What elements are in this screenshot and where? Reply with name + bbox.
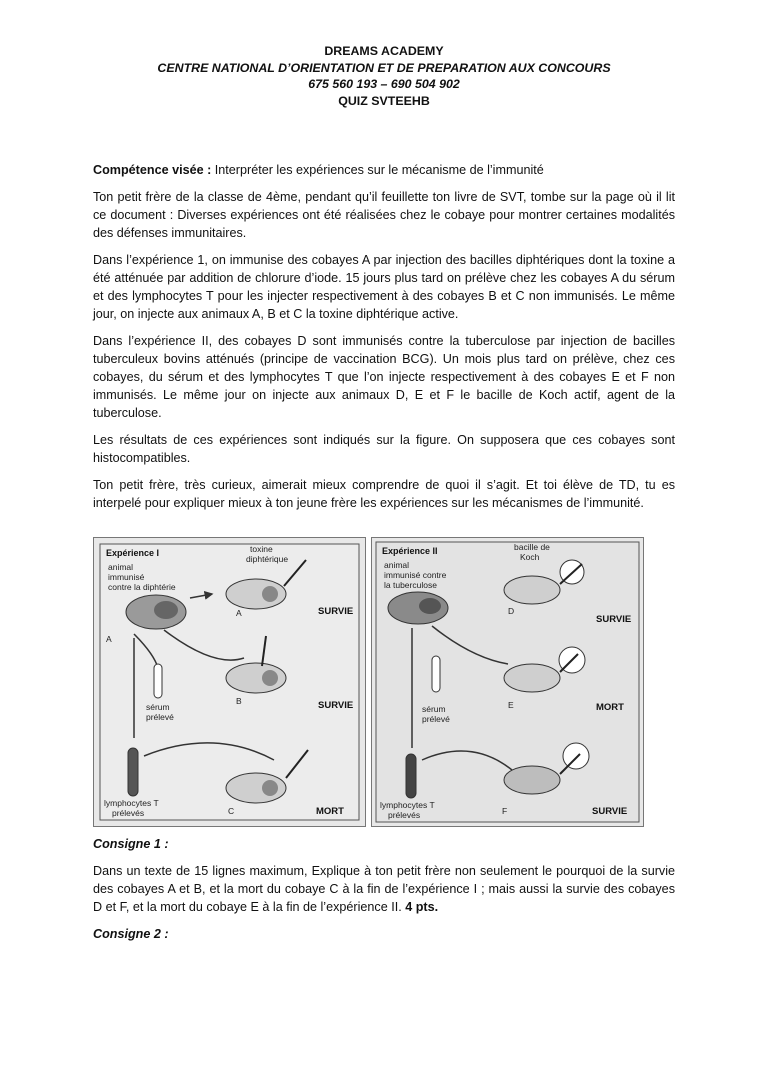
bacille-culture-icon: [563, 743, 589, 769]
exp2-lympho-label-2: prélevés: [388, 810, 421, 820]
exp2-result-f: SURVIE: [592, 806, 628, 817]
figure-experience-2: [371, 537, 644, 827]
competence-line: [93, 161, 675, 179]
exp1-toxin-label-2: diphtérique: [246, 554, 289, 564]
guinea-pig-d: [504, 576, 560, 604]
exp1-lympho-label-1: lymphocytes T: [104, 798, 159, 808]
experience-1-diagram: [94, 538, 365, 826]
exp2-serum-label-2: prélevé: [422, 714, 450, 724]
exp1-letter-c: C: [228, 806, 235, 816]
exp1-serum-label-2: prélevé: [146, 712, 174, 722]
paragraph-results: Les résultats de ces expériences sont indiqués sur la figure. On supposera que ces cobayes sont histocompatibles.: [93, 433, 675, 465]
consigne-2-title: Consigne 2 :: [93, 927, 169, 941]
exp1-letter-b: B: [236, 696, 242, 706]
header-quiz-title: QUIZ SVTEEHB: [338, 93, 430, 108]
exp2-result-d: SURVIE: [596, 614, 632, 625]
exp2-lympho-label-1: lymphocytes T: [380, 800, 435, 810]
instructions: [93, 835, 675, 952]
exp2-animal-label-3: la tuberculose: [384, 580, 437, 590]
exp1-letter-a2: A: [236, 608, 242, 618]
figure-experience-1: [93, 537, 366, 827]
exp2-bacille-label-1: bacille de: [514, 542, 550, 552]
exp1-result-a: SURVIE: [318, 606, 354, 617]
exp2-serum-label-1: sérum: [422, 704, 446, 714]
exp2-animal-label-1: animal: [384, 560, 410, 570]
exp1-animal-label-3: contre la diphtérie: [108, 582, 176, 592]
exp2-letter-d: D: [508, 606, 515, 616]
exp1-lympho-label-2: prélevés: [112, 808, 145, 818]
header-academy: DREAMS ACADEMY: [324, 44, 444, 58]
header-centre: CENTRE NATIONAL D’ORIENTATION ET DE PREPARATION AUX CONCOURS: [157, 60, 611, 75]
paragraph-experience-2: Dans l’expérience II, des cobayes D sont immunisés contre la tuberculose par injection de bacilles tuberculeux bovins atténués (principe de vaccination BCG). Un mois plus tard on prélève, chez ces cobayes, du sérum et des lymphocytes T que l’on injecte respectivement à des cobayes E et F non immunisés. Le même jour on injecte aux animaux D, E et F le bacille de Koch actif, agent de la tuberculose.: [93, 334, 675, 420]
intro-text: [93, 161, 675, 521]
consigne-1-text: [93, 862, 675, 916]
serum-tube: [432, 656, 440, 692]
exp1-title: Expérience I: [106, 548, 160, 558]
consigne-1-points: 4 pts.: [405, 900, 439, 914]
paragraph-context: Ton petit frère de la classe de 4ème, pendant qu’il feuillette ton livre de SVT, tombe sur la page où il lit ce document : Diverses expériences ont été réalisées chez le cobaye pour montrer certaines modalités des défenses immunitaires.: [93, 190, 675, 240]
experience-2-diagram: [372, 538, 643, 826]
exp2-letter-e: E: [508, 700, 514, 710]
exp2-letter-f: F: [502, 806, 508, 816]
exp1-toxin-label-1: toxine: [250, 544, 273, 554]
exp2-bacille-label-2: Koch: [520, 552, 540, 562]
consigne-1-title: Consigne 1 :: [93, 837, 169, 851]
exp1-serum-label-1: sérum: [146, 702, 170, 712]
competence-text: Interpréter les expériences sur le mécanisme de l’immunité: [211, 163, 544, 177]
exp1-result-c: MORT: [316, 806, 344, 817]
consigne-1-body: Dans un texte de 15 lignes maximum, Explique à ton petit frère non seulement le pourquoi de la survie des cobayes A et B, et la mort du cobaye C à la fin de l’expérience I ; mais aussi la survie des cobayes D et F, et la mort du cobaye E à la fin de l’expérience II.: [93, 864, 675, 914]
lymphocytes-tube: [406, 754, 416, 798]
exp2-result-e: MORT: [596, 702, 624, 713]
exp2-title: Expérience II: [382, 546, 438, 556]
guinea-pig-f: [504, 766, 560, 794]
exp2-animal-label-2: immunisé contre: [384, 570, 447, 580]
exp1-animal-label-1: animal: [108, 562, 134, 572]
document-header: [0, 43, 768, 109]
exp1-letter-a: A: [106, 634, 112, 644]
serum-tube: [154, 664, 162, 698]
paragraph-request: Ton petit frère, très curieux, aimerait mieux comprendre de quoi il s’agit. Et toi élève de TD, tu es interpelé pour expliquer mieux à ton jeune frère les expériences sur les mécanismes de l’immunité.: [93, 478, 675, 510]
competence-label: Compétence visée :: [93, 163, 212, 177]
header-phones: 675 560 193 – 690 504 902: [308, 77, 460, 91]
exp1-result-b: SURVIE: [318, 700, 354, 711]
paragraph-experience-1: Dans l’expérience 1, on immunise des cobayes A par injection des bacilles diphtériques dont la toxine a été atténuée par addition de chlorure d’iode. 15 jours plus tard on prélève chez les cobayes A du sérum et des lymphocytes T pour les injecter respectivement à des cobayes B et C non immunisés. Le même jour, on injecte aux animaux A, B et C la toxine diphtérique active.: [93, 253, 675, 321]
figures: [93, 537, 675, 827]
exp1-animal-label-2: immunisé: [108, 572, 145, 582]
lymphocytes-tube: [128, 748, 138, 796]
guinea-pig-e: [504, 664, 560, 692]
